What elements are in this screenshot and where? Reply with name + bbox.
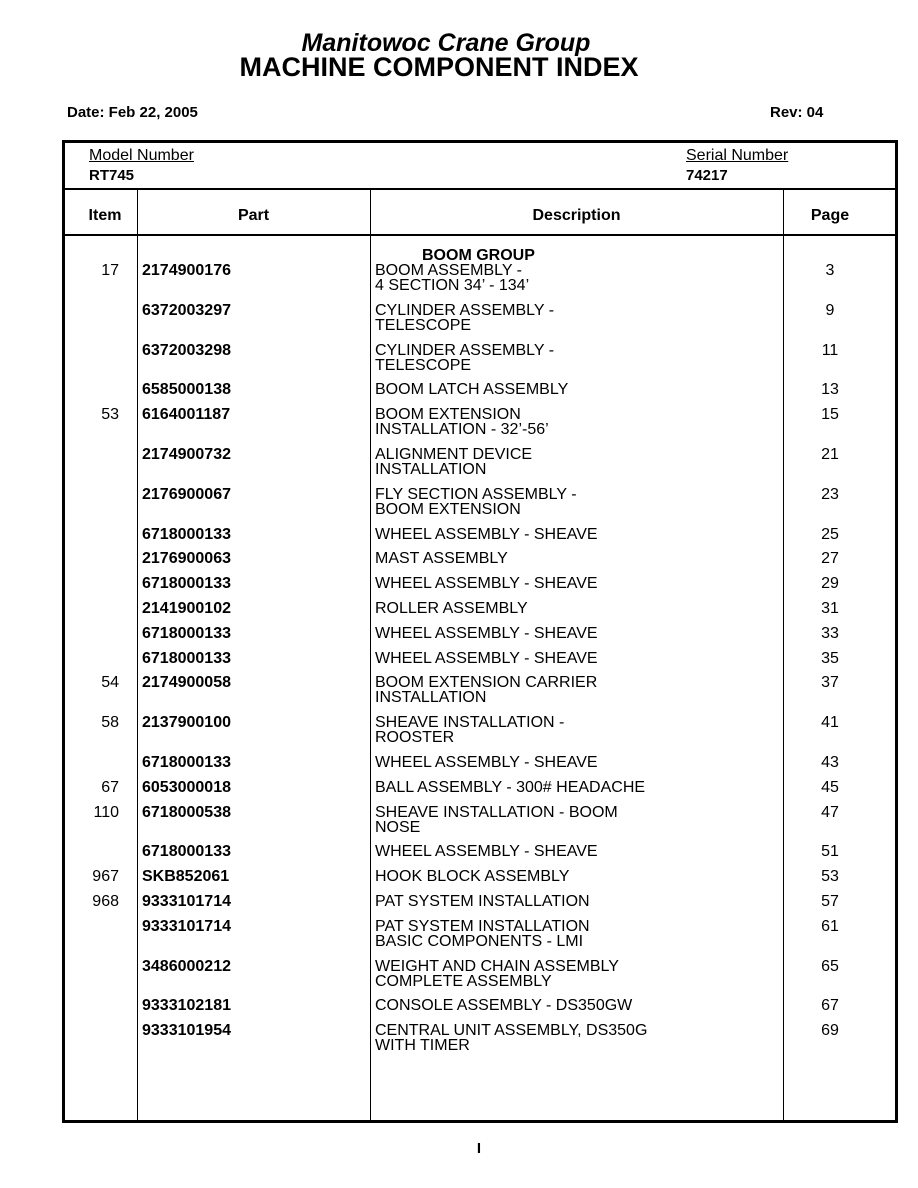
row-page: 67 — [821, 997, 839, 1015]
column-header-divider — [65, 234, 895, 236]
row-page: 45 — [821, 778, 839, 796]
row-page: 27 — [821, 550, 839, 568]
row-part-number: 2137900100 — [142, 714, 231, 732]
row-item: 53 — [101, 406, 119, 424]
row-part-number: 9333102181 — [142, 997, 231, 1015]
row-description: SHEAVE INSTALLATION - ROOSTER — [375, 714, 565, 747]
table-row — [65, 551, 895, 576]
row-page: 33 — [821, 624, 839, 642]
column-header-part: Part — [237, 207, 270, 224]
table-row — [65, 343, 895, 383]
row-description: BALL ASSEMBLY - 300# HEADACHE — [375, 778, 646, 796]
table-row — [65, 601, 895, 626]
header-divider — [65, 188, 895, 190]
row-part-number: 2176900063 — [142, 550, 231, 568]
row-description: FLY SECTION ASSEMBLY - BOOM EXTENSION — [375, 485, 577, 518]
row-description: WEIGHT AND CHAIN ASSEMBLY COMPLETE ASSEMBLY — [375, 957, 619, 990]
row-page: 47 — [821, 803, 839, 821]
row-part-number: 6053000018 — [142, 778, 231, 796]
document-revision: Rev: 04 — [770, 104, 824, 121]
row-description: WHEEL ASSEMBLY - SHEAVE — [375, 649, 598, 667]
row-description: MAST ASSEMBLY — [375, 550, 508, 568]
document-date: Date: Feb 22, 2005 — [67, 104, 198, 121]
column-header-page: Page — [810, 207, 850, 224]
row-page: 25 — [821, 525, 839, 543]
row-part-number: 2174900176 — [142, 262, 231, 279]
row-description: BOOM EXTENSION CARRIER INSTALLATION — [375, 674, 598, 707]
row-item: 58 — [101, 714, 119, 732]
row-part-number: 6718000133 — [142, 525, 231, 543]
row-description: BOOM EXTENSION INSTALLATION - 32’-56’ — [375, 406, 549, 439]
serial-number-label: Serial Number — [686, 147, 789, 164]
row-description: CONSOLE ASSEMBLY - DS350GW — [375, 997, 633, 1015]
row-page: 53 — [821, 868, 839, 886]
row-part-number: 6718000133 — [142, 649, 231, 667]
row-page: 31 — [821, 599, 839, 617]
row-description: ROLLER ASSEMBLY — [375, 599, 528, 617]
table-row — [65, 998, 895, 1023]
component-index-table — [62, 140, 898, 1123]
row-page: 35 — [821, 649, 839, 667]
row-part-number: 9333101714 — [142, 892, 231, 910]
row-page: 65 — [821, 957, 839, 975]
row-description: BOOM ASSEMBLY - 4 SECTION 34’ - 134’ — [375, 262, 530, 294]
page-marker: I — [476, 1140, 482, 1157]
table-row — [65, 1023, 895, 1063]
document-title: MACHINE COMPONENT INDEX — [239, 52, 639, 82]
table-row — [65, 527, 895, 552]
table-row — [65, 715, 895, 755]
row-description: CYLINDER ASSEMBLY - TELESCOPE — [375, 341, 555, 374]
group-heading — [65, 248, 895, 263]
row-page: 37 — [821, 674, 839, 692]
row-part-number: 9333101954 — [142, 1022, 231, 1040]
row-item: 17 — [101, 262, 119, 279]
row-page: 57 — [821, 892, 839, 910]
row-description: SHEAVE INSTALLATION - BOOM NOSE — [375, 803, 618, 836]
table-row — [65, 805, 895, 845]
row-description: CYLINDER ASSEMBLY - TELESCOPE — [375, 301, 555, 334]
row-part-number: 2176900067 — [142, 485, 231, 503]
table-row — [65, 755, 895, 780]
row-part-number: 6718000538 — [142, 803, 231, 821]
row-item: 967 — [92, 868, 119, 886]
row-description: WHEEL ASSEMBLY - SHEAVE — [375, 753, 598, 771]
table-row — [65, 626, 895, 651]
table-row — [65, 959, 895, 999]
row-page: 23 — [821, 485, 839, 503]
row-page: 43 — [821, 753, 839, 771]
row-description: WHEEL ASSEMBLY - SHEAVE — [375, 575, 598, 593]
serial-number-value: 74217 — [686, 167, 728, 184]
row-description: HOOK BLOCK ASSEMBLY — [375, 868, 570, 886]
row-part-number: 6585000138 — [142, 381, 231, 399]
row-part-number: 6372003297 — [142, 301, 231, 319]
row-part-number: 9333101714 — [142, 917, 231, 935]
group-heading-text: BOOM GROUP — [422, 247, 535, 264]
table-row — [65, 447, 895, 487]
column-header-item: Item — [88, 207, 122, 224]
row-description: PAT SYSTEM INSTALLATION — [375, 892, 590, 910]
table-row — [65, 844, 895, 869]
row-part-number: 3486000212 — [142, 957, 231, 975]
table-row — [65, 919, 895, 959]
row-description: WHEEL ASSEMBLY - SHEAVE — [375, 843, 598, 861]
row-page: 29 — [821, 575, 839, 593]
table-row — [65, 263, 895, 303]
table-row — [65, 487, 895, 527]
row-item: 110 — [93, 803, 119, 821]
column-header-description: Description — [532, 207, 621, 224]
table-row — [65, 382, 895, 407]
table-row — [65, 780, 895, 805]
row-part-number: 6718000133 — [142, 624, 231, 642]
table-row — [65, 651, 895, 676]
row-page: 51 — [821, 843, 839, 861]
table-row — [65, 869, 895, 894]
row-part-number: 6718000133 — [142, 843, 231, 861]
row-page: 13 — [821, 381, 839, 399]
row-part-number: 6718000133 — [142, 575, 231, 593]
row-part-number: 6718000133 — [142, 753, 231, 771]
row-part-number: SKB852061 — [142, 868, 230, 886]
row-part-number: 2141900102 — [142, 599, 231, 617]
row-description: WHEEL ASSEMBLY - SHEAVE — [375, 624, 598, 642]
model-number-label: Model Number — [89, 147, 194, 164]
row-page: 9 — [825, 301, 835, 319]
company-name: Manitowoc Crane Group — [301, 29, 591, 57]
row-part-number: 2174900058 — [142, 674, 231, 692]
row-part-number: 6372003298 — [142, 341, 231, 359]
row-part-number: 6164001187 — [142, 406, 231, 424]
row-item: 54 — [101, 674, 119, 692]
row-page: 15 — [821, 406, 839, 424]
row-page: 3 — [825, 262, 835, 279]
row-description: CENTRAL UNIT ASSEMBLY, DS350G WITH TIMER — [375, 1022, 648, 1055]
row-description: BOOM LATCH ASSEMBLY — [375, 381, 569, 399]
row-page: 69 — [821, 1022, 839, 1040]
table-body — [65, 248, 895, 1063]
row-part-number: 2174900732 — [142, 445, 231, 463]
table-row — [65, 407, 895, 447]
row-item: 968 — [92, 892, 119, 910]
table-row — [65, 576, 895, 601]
row-description: WHEEL ASSEMBLY - SHEAVE — [375, 525, 598, 543]
table-row — [65, 894, 895, 919]
model-number-value: RT745 — [89, 167, 135, 184]
row-description: ALIGNMENT DEVICE INSTALLATION — [375, 445, 533, 478]
row-description: PAT SYSTEM INSTALLATION BASIC COMPONENTS - LMI — [375, 917, 590, 950]
row-page: 61 — [821, 917, 839, 935]
table-row — [65, 675, 895, 715]
row-page: 41 — [821, 714, 839, 732]
table-row — [65, 303, 895, 343]
row-page: 11 — [821, 341, 839, 359]
row-item: 67 — [101, 778, 119, 796]
row-page: 21 — [821, 445, 839, 463]
